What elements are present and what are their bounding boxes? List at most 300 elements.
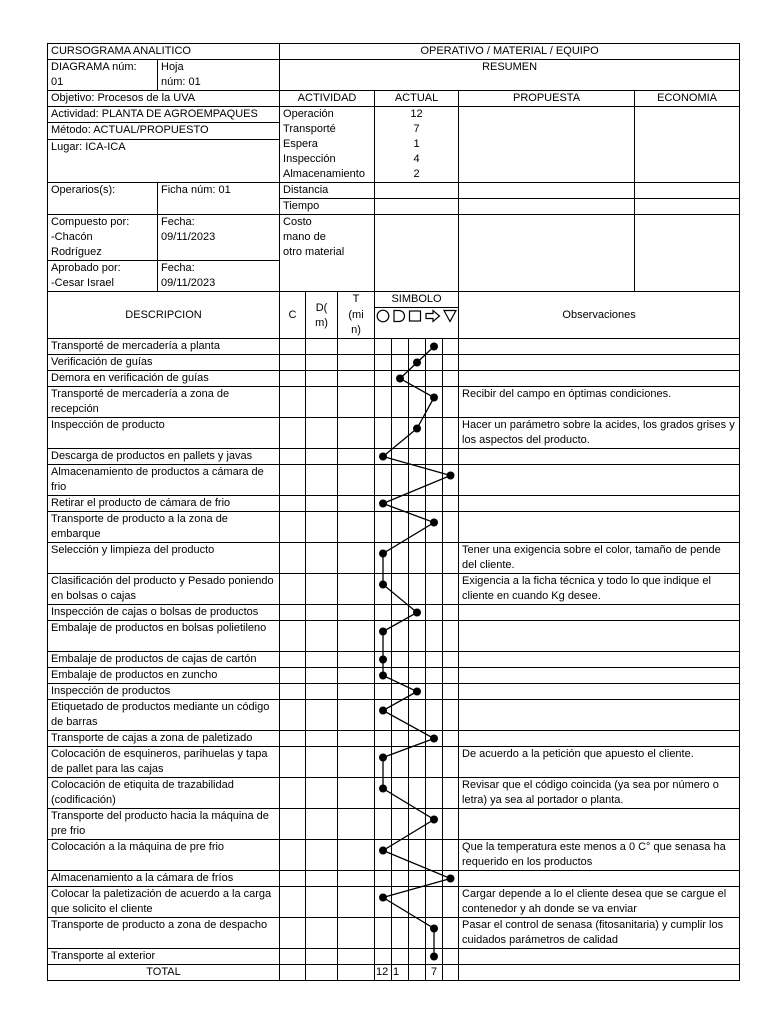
storage-triangle-icon bbox=[443, 309, 457, 323]
step-c bbox=[280, 574, 306, 605]
step-description: Embalaje de productos de cajas de cartón bbox=[48, 652, 280, 668]
col-d bbox=[306, 292, 338, 339]
step-c bbox=[280, 778, 306, 809]
step-observation bbox=[459, 700, 740, 731]
step-d bbox=[306, 339, 338, 355]
step-t bbox=[338, 574, 375, 605]
step-description: Transporte de producto a zona de despacho bbox=[48, 918, 280, 949]
summary-cost-line-1: Costo bbox=[283, 216, 312, 228]
step-symbol-cell bbox=[426, 809, 443, 840]
step-symbol-cell bbox=[375, 355, 392, 371]
step-d bbox=[306, 778, 338, 809]
step-symbol-cell bbox=[443, 339, 459, 355]
step-description: Transporte de cajas a zona de paletizado bbox=[48, 731, 280, 747]
summary-time-proposed bbox=[459, 199, 635, 215]
process-step-row bbox=[48, 574, 740, 605]
step-d bbox=[306, 747, 338, 778]
process-step-row bbox=[48, 668, 740, 684]
composed-date: 09/11/2023 bbox=[161, 231, 216, 243]
step-c bbox=[280, 339, 306, 355]
process-step-row bbox=[48, 496, 740, 512]
step-d bbox=[306, 387, 338, 418]
process-step-row bbox=[48, 778, 740, 809]
sheet-number: núm: 01 bbox=[161, 76, 201, 88]
step-symbol-cell bbox=[443, 387, 459, 418]
total-observations bbox=[459, 965, 740, 981]
step-symbol-cell bbox=[443, 465, 459, 496]
step-d bbox=[306, 840, 338, 871]
step-symbol-cell bbox=[443, 668, 459, 684]
step-t bbox=[338, 512, 375, 543]
process-step-row bbox=[48, 449, 740, 465]
step-symbol-cell bbox=[392, 574, 409, 605]
step-symbol-cell bbox=[443, 355, 459, 371]
step-symbol-cell bbox=[409, 465, 426, 496]
step-observation bbox=[459, 449, 740, 465]
step-t bbox=[338, 387, 375, 418]
step-t bbox=[338, 543, 375, 574]
step-symbol-cell bbox=[392, 684, 409, 700]
step-symbol-cell bbox=[409, 668, 426, 684]
summary-distance-proposed bbox=[459, 183, 635, 199]
step-d bbox=[306, 574, 338, 605]
step-observation bbox=[459, 809, 740, 840]
step-symbol-cell bbox=[375, 700, 392, 731]
summary-cost-actual bbox=[375, 215, 459, 292]
step-symbol-cell bbox=[426, 918, 443, 949]
step-symbol-cell bbox=[375, 871, 392, 887]
step-d bbox=[306, 418, 338, 449]
analytic-flow-chart-table bbox=[47, 43, 740, 981]
process-step-row bbox=[48, 621, 740, 652]
step-symbol-cell bbox=[426, 418, 443, 449]
step-symbol-cell bbox=[409, 371, 426, 387]
step-symbol-cell bbox=[409, 512, 426, 543]
step-d bbox=[306, 731, 338, 747]
col-d-line-2: m) bbox=[315, 317, 328, 329]
step-description: Inspección de productos bbox=[48, 684, 280, 700]
method: Método: ACTUAL/PROPUESTO bbox=[48, 123, 280, 139]
step-symbol-cell bbox=[426, 747, 443, 778]
step-description: Verificación de guías bbox=[48, 355, 280, 371]
step-t bbox=[338, 887, 375, 918]
step-symbol-cell bbox=[409, 684, 426, 700]
step-symbol-cell bbox=[409, 449, 426, 465]
step-symbol-cell bbox=[409, 418, 426, 449]
approved-by-cell bbox=[48, 261, 158, 292]
summary-actual-transport: 7 bbox=[413, 123, 420, 135]
step-c bbox=[280, 543, 306, 574]
step-c bbox=[280, 700, 306, 731]
summary-activity-list bbox=[280, 107, 375, 183]
operation-circle-icon bbox=[376, 309, 390, 323]
summary-time-economy bbox=[635, 199, 740, 215]
step-symbol-cell bbox=[443, 840, 459, 871]
step-symbol-cell bbox=[392, 465, 409, 496]
step-symbol-cell bbox=[392, 668, 409, 684]
step-symbol-cell bbox=[443, 887, 459, 918]
process-step-row bbox=[48, 918, 740, 949]
step-observation: Revisar que el código coincida (ya sea por número o letra) ya sea al portador o planta. bbox=[459, 778, 740, 809]
step-description: Embalaje de productos en zuncho bbox=[48, 668, 280, 684]
step-symbol-cell bbox=[426, 387, 443, 418]
step-description: Inspección de producto bbox=[48, 418, 280, 449]
step-description: Demora en verificación de guías bbox=[48, 371, 280, 387]
step-t bbox=[338, 355, 375, 371]
step-t bbox=[338, 949, 375, 965]
col-t-lower bbox=[338, 308, 375, 339]
step-symbol-cell bbox=[443, 918, 459, 949]
step-t bbox=[338, 731, 375, 747]
step-symbol-cell bbox=[426, 731, 443, 747]
composed-date-cell bbox=[158, 215, 280, 261]
step-symbol-cell bbox=[409, 543, 426, 574]
step-symbol-cell bbox=[392, 731, 409, 747]
step-t bbox=[338, 871, 375, 887]
step-description: Descarga de productos en pallets y javas bbox=[48, 449, 280, 465]
step-symbol-cell bbox=[375, 512, 392, 543]
summary-title: RESUMEN bbox=[280, 60, 740, 91]
step-symbol-cell bbox=[409, 605, 426, 621]
step-observation bbox=[459, 465, 740, 496]
total-inspection bbox=[409, 965, 426, 981]
step-description: Almacenamiento de productos a cámara de frio bbox=[48, 465, 280, 496]
step-symbol-cell bbox=[426, 465, 443, 496]
step-d bbox=[306, 668, 338, 684]
step-d bbox=[306, 652, 338, 668]
summary-actual-list bbox=[375, 107, 459, 183]
step-symbol-cell bbox=[375, 605, 392, 621]
col-t-line-1: T bbox=[338, 292, 375, 308]
step-d bbox=[306, 512, 338, 543]
step-symbol-cell bbox=[409, 652, 426, 668]
step-symbol-cell bbox=[375, 747, 392, 778]
step-observation bbox=[459, 668, 740, 684]
step-c bbox=[280, 621, 306, 652]
step-symbol-cell bbox=[375, 371, 392, 387]
step-symbol-cell bbox=[443, 574, 459, 605]
diagram-number-cell bbox=[48, 60, 158, 91]
step-t bbox=[338, 652, 375, 668]
step-t bbox=[338, 418, 375, 449]
step-symbol-cell bbox=[443, 512, 459, 543]
summary-distance: Distancia bbox=[280, 183, 375, 199]
step-symbol-cell bbox=[426, 949, 443, 965]
summary-label-storage: Almacenamiento bbox=[283, 168, 365, 180]
step-description: Retirar el producto de cámara de frio bbox=[48, 496, 280, 512]
composed-label: Compuesto por: bbox=[51, 216, 130, 228]
step-description: Colocación de etiquita de trazabilidad (codificación) bbox=[48, 778, 280, 809]
step-observation bbox=[459, 731, 740, 747]
step-symbol-cell bbox=[375, 621, 392, 652]
step-symbol-cell bbox=[375, 731, 392, 747]
process-step-row bbox=[48, 700, 740, 731]
step-observation: Recibir del campo en óptimas condiciones. bbox=[459, 387, 740, 418]
delay-d-icon bbox=[392, 309, 406, 323]
summary-distance-actual bbox=[375, 183, 459, 199]
summary-label-transport: Transporté bbox=[283, 123, 336, 135]
step-observation bbox=[459, 871, 740, 887]
step-symbol-cell bbox=[409, 731, 426, 747]
summary-cost-line-3: otro material bbox=[283, 246, 345, 258]
step-t bbox=[338, 668, 375, 684]
step-symbol-cell bbox=[443, 684, 459, 700]
step-d bbox=[306, 355, 338, 371]
step-c bbox=[280, 840, 306, 871]
step-symbol-cell bbox=[426, 652, 443, 668]
process-step-row bbox=[48, 512, 740, 543]
step-symbol-cell bbox=[375, 574, 392, 605]
step-symbol-cell bbox=[392, 371, 409, 387]
step-d bbox=[306, 887, 338, 918]
step-symbol-cell bbox=[443, 700, 459, 731]
step-symbol-cell bbox=[375, 778, 392, 809]
step-description: Colocación a la máquina de pre frio bbox=[48, 840, 280, 871]
step-symbol-cell bbox=[392, 449, 409, 465]
composed-by-line-1: -Chacón bbox=[51, 231, 93, 243]
step-symbol-cell bbox=[409, 871, 426, 887]
step-observation: Cargar depende a lo el cliente desea que se cargue el contenedor y ah donde se va enviar bbox=[459, 887, 740, 918]
step-symbol-cell bbox=[392, 778, 409, 809]
composed-by-line-2: Rodríguez bbox=[51, 246, 102, 258]
step-observation bbox=[459, 371, 740, 387]
step-observation bbox=[459, 339, 740, 355]
col-t-line-2: (mi bbox=[348, 308, 364, 321]
step-c bbox=[280, 684, 306, 700]
step-symbol-cell bbox=[409, 949, 426, 965]
step-symbol-cell bbox=[409, 840, 426, 871]
step-description: Transporte del producto hacia la máquina de pre frio bbox=[48, 809, 280, 840]
step-symbol-cell bbox=[375, 949, 392, 965]
step-symbol-cell bbox=[443, 778, 459, 809]
step-t bbox=[338, 684, 375, 700]
col-description: DESCRIPCION bbox=[48, 292, 280, 339]
step-c bbox=[280, 949, 306, 965]
step-description: Inspección de cajas o bolsas de productos bbox=[48, 605, 280, 621]
summary-label-operation: Operación bbox=[283, 108, 334, 120]
total-d bbox=[306, 965, 338, 981]
step-observation: Que la temperatura este menos a 0 C° que senasa ha requerido en los productos bbox=[459, 840, 740, 871]
step-symbol-cell bbox=[443, 809, 459, 840]
step-t bbox=[338, 449, 375, 465]
step-description: Colocar la paletización de acuerdo a la carga que solicito el cliente bbox=[48, 887, 280, 918]
step-observation bbox=[459, 496, 740, 512]
step-symbol-cell bbox=[426, 605, 443, 621]
summary-time: Tiempo bbox=[280, 199, 375, 215]
step-t bbox=[338, 496, 375, 512]
step-symbol-cell bbox=[392, 543, 409, 574]
step-symbol-cell bbox=[392, 887, 409, 918]
step-symbol-cell bbox=[409, 496, 426, 512]
diagram-number: 01 bbox=[51, 76, 64, 88]
step-symbol-cell bbox=[392, 840, 409, 871]
summary-time-actual bbox=[375, 199, 459, 215]
step-symbol-cell bbox=[443, 605, 459, 621]
step-d bbox=[306, 371, 338, 387]
process-step-row bbox=[48, 465, 740, 496]
step-symbol-cell bbox=[392, 355, 409, 371]
step-symbol-cell bbox=[375, 465, 392, 496]
step-symbol-cell bbox=[375, 496, 392, 512]
step-t bbox=[338, 605, 375, 621]
step-description: Transporté de mercadería a planta bbox=[48, 339, 280, 355]
step-symbol-cell bbox=[426, 449, 443, 465]
process-step-row bbox=[48, 809, 740, 840]
process-step-row bbox=[48, 339, 740, 355]
step-symbol-cell bbox=[443, 621, 459, 652]
process-step-row bbox=[48, 871, 740, 887]
total-delay: 1 bbox=[392, 965, 409, 981]
col-d-line-1: D( bbox=[315, 302, 328, 314]
sheet-label: Hoja bbox=[161, 61, 184, 73]
step-description: Almacenamiento a la cámara de fríos bbox=[48, 871, 280, 887]
step-symbol-cell bbox=[375, 684, 392, 700]
process-step-row bbox=[48, 684, 740, 700]
activity: Actividad: PLANTA DE AGROEMPAQUES bbox=[48, 107, 280, 123]
step-symbol-cell bbox=[409, 700, 426, 731]
step-symbol-cell bbox=[392, 809, 409, 840]
step-d bbox=[306, 871, 338, 887]
summary-label-wait: Espera bbox=[283, 138, 318, 150]
step-t bbox=[338, 621, 375, 652]
step-symbol-cell bbox=[375, 543, 392, 574]
step-symbol-cell bbox=[426, 887, 443, 918]
step-d bbox=[306, 605, 338, 621]
process-step-row bbox=[48, 731, 740, 747]
step-symbol-cell bbox=[426, 512, 443, 543]
step-d bbox=[306, 949, 338, 965]
col-c: C bbox=[280, 292, 306, 339]
process-step-row bbox=[48, 747, 740, 778]
step-d bbox=[306, 543, 338, 574]
summary-label-inspection: Inspección bbox=[283, 153, 336, 165]
step-symbol-cell bbox=[375, 887, 392, 918]
col-t-line-3: n) bbox=[351, 323, 361, 336]
step-symbol-cell bbox=[426, 371, 443, 387]
step-symbol-cell bbox=[409, 355, 426, 371]
summary-cost-proposed bbox=[459, 215, 635, 292]
step-symbol-cell bbox=[409, 778, 426, 809]
step-symbol-cell bbox=[392, 496, 409, 512]
step-symbol-cell bbox=[443, 949, 459, 965]
step-symbol-cell bbox=[409, 339, 426, 355]
summary-proposed-cell bbox=[459, 107, 635, 183]
step-description: Clasificación del producto y Pesado poniendo en bolsas o cajas bbox=[48, 574, 280, 605]
step-symbol-cell bbox=[443, 371, 459, 387]
process-step-row bbox=[48, 605, 740, 621]
summary-actual-storage: 2 bbox=[413, 168, 420, 180]
step-c bbox=[280, 449, 306, 465]
objective: Objetivo: Procesos de la UVA bbox=[48, 91, 280, 107]
inspection-square-icon bbox=[408, 309, 422, 323]
step-observation bbox=[459, 949, 740, 965]
step-symbol-cell bbox=[392, 871, 409, 887]
step-observation bbox=[459, 652, 740, 668]
step-c bbox=[280, 918, 306, 949]
step-description: Transporte de producto a la zona de embarque bbox=[48, 512, 280, 543]
step-t bbox=[338, 465, 375, 496]
summary-col-proposed: PROPUESTA bbox=[459, 91, 635, 107]
step-symbol-cell bbox=[426, 621, 443, 652]
step-c bbox=[280, 731, 306, 747]
step-symbol-cell bbox=[409, 574, 426, 605]
summary-cost-economy bbox=[635, 215, 740, 292]
step-c bbox=[280, 465, 306, 496]
step-symbol-cell bbox=[392, 700, 409, 731]
step-t bbox=[338, 809, 375, 840]
step-observation bbox=[459, 355, 740, 371]
step-observation: Tener una exigencia sobre el color, tamaño de pende del cliente. bbox=[459, 543, 740, 574]
step-symbol-cell bbox=[375, 339, 392, 355]
step-symbol-cell bbox=[426, 700, 443, 731]
process-step-row bbox=[48, 887, 740, 918]
step-symbol-cell bbox=[392, 512, 409, 543]
step-c bbox=[280, 355, 306, 371]
step-d bbox=[306, 918, 338, 949]
step-c bbox=[280, 871, 306, 887]
step-observation: Pasar el control de senasa (fitosanitaria) y cumplir los cuidados parámetros de calidad bbox=[459, 918, 740, 949]
step-symbol-cell bbox=[443, 731, 459, 747]
step-d bbox=[306, 465, 338, 496]
step-symbol-cell bbox=[443, 747, 459, 778]
composed-date-label: Fecha: bbox=[161, 216, 195, 228]
approved-date: 09/11/2023 bbox=[161, 277, 216, 289]
step-symbol-cell bbox=[392, 747, 409, 778]
step-symbol-cell bbox=[443, 449, 459, 465]
step-symbol-cell bbox=[426, 543, 443, 574]
approved-date-label: Fecha: bbox=[161, 262, 195, 274]
step-d bbox=[306, 700, 338, 731]
step-description: Embalaje de productos en bolsas polietileno bbox=[48, 621, 280, 652]
step-symbol-cell bbox=[375, 809, 392, 840]
step-symbol-cell bbox=[375, 449, 392, 465]
place: Lugar: ICA-ICA bbox=[48, 139, 280, 182]
step-symbol-cell bbox=[375, 840, 392, 871]
step-symbol-cell bbox=[443, 496, 459, 512]
step-c bbox=[280, 512, 306, 543]
step-t bbox=[338, 339, 375, 355]
summary-col-actual: ACTUAL bbox=[375, 91, 459, 107]
step-symbol-cell bbox=[409, 747, 426, 778]
step-symbol-cell bbox=[426, 684, 443, 700]
step-c bbox=[280, 809, 306, 840]
total-transport: 7 bbox=[426, 965, 443, 981]
step-symbol-cell bbox=[426, 668, 443, 684]
total-storage bbox=[443, 965, 459, 981]
step-symbol-cell bbox=[375, 652, 392, 668]
summary-economy-cell bbox=[635, 107, 740, 183]
step-symbol-cell bbox=[443, 652, 459, 668]
total-label: TOTAL bbox=[48, 965, 280, 981]
step-symbol-cell bbox=[392, 621, 409, 652]
ficha-number: Ficha núm: 01 bbox=[158, 183, 280, 215]
process-step-row bbox=[48, 371, 740, 387]
process-step-row bbox=[48, 949, 740, 965]
step-symbol-cell bbox=[426, 574, 443, 605]
approved-date-cell bbox=[158, 261, 280, 292]
step-description: Transporte al exterior bbox=[48, 949, 280, 965]
step-c bbox=[280, 605, 306, 621]
step-t bbox=[338, 778, 375, 809]
summary-actual-inspection: 4 bbox=[413, 153, 420, 165]
step-symbol-cell bbox=[392, 387, 409, 418]
step-c bbox=[280, 496, 306, 512]
step-c bbox=[280, 418, 306, 449]
step-symbol-cell bbox=[375, 387, 392, 418]
operators: Operarios(s): bbox=[48, 183, 158, 215]
step-symbol-cell bbox=[409, 809, 426, 840]
step-symbol-cell bbox=[443, 871, 459, 887]
